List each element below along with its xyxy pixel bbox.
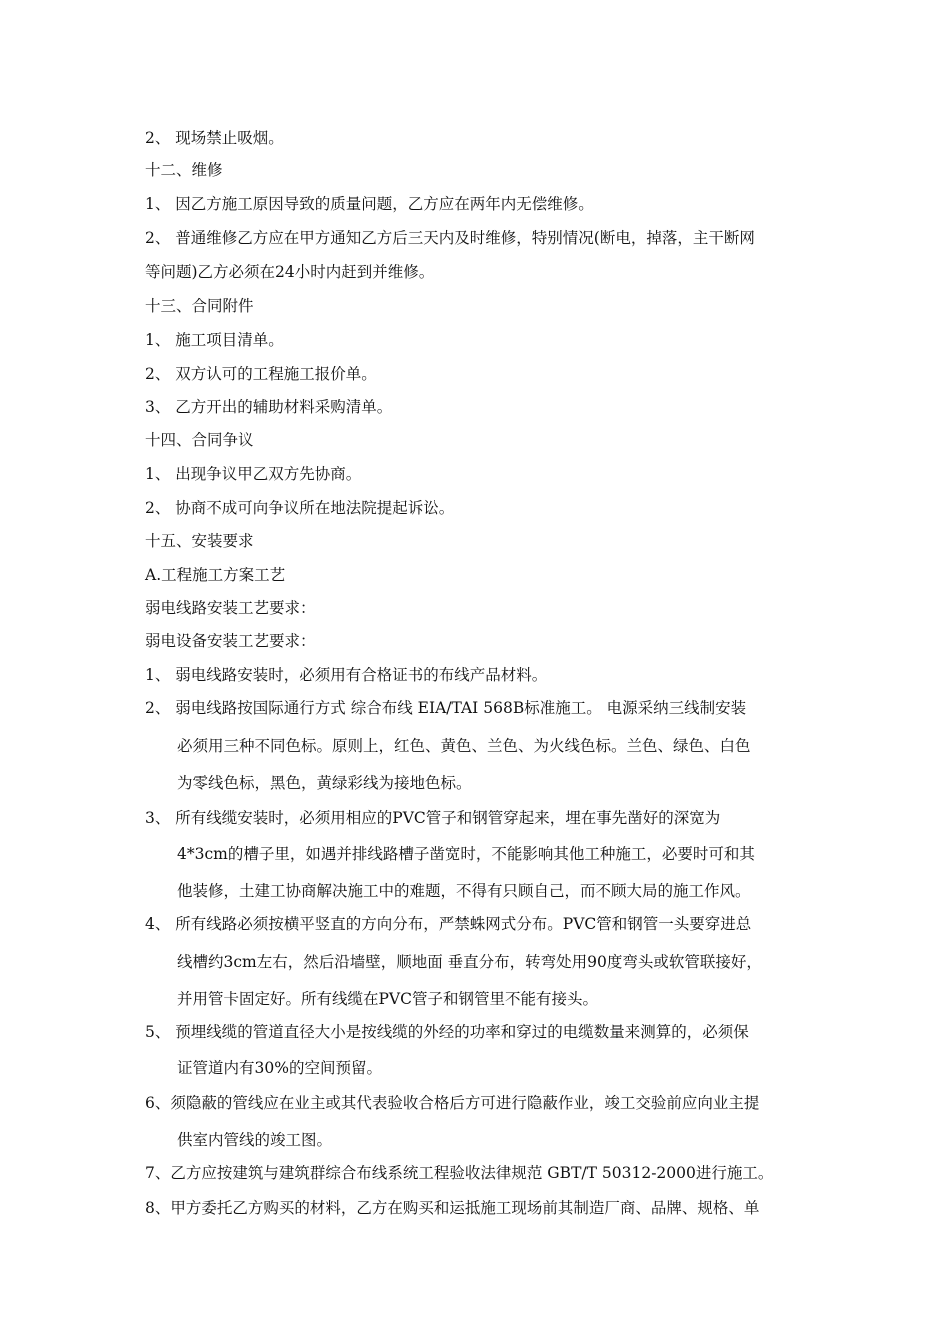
subsection-heading: A.工程施工方案工艺 xyxy=(145,566,286,584)
text-line: 4、 所有线路必须按横平竖直的方向分布，严禁蛛网式分布。PVC管和钢管一头要穿进总 xyxy=(145,915,752,933)
text-line: 5、 预埋线缆的管道直径大小是按线缆的外经的功率和穿过的电缆数量来测算的，必须保 xyxy=(145,1023,749,1041)
text-line: 弱电设备安装工艺要求： xyxy=(145,632,316,650)
text-line: 7、乙方应按建筑与建筑群综合布线系统工程验收法律规范 GBT/T 50312-2000进行施工。 xyxy=(145,1164,774,1182)
section-heading: 十四、合同争议 xyxy=(145,431,254,449)
text-line: 并用管卡固定好。所有线缆在PVC管子和钢管里不能有接头。 xyxy=(177,990,598,1008)
text-line: 2、 双方认可的工程施工报价单。 xyxy=(145,365,377,383)
text-line: 线槽约3cm左右，然后沿墙壁，顺地面 垂直分布，转弯处用90度弯头或软管联接好， xyxy=(177,953,762,971)
text-line: 3、 乙方开出的辅助材料采购清单。 xyxy=(145,398,393,416)
text-line: 1、 施工项目清单。 xyxy=(145,331,284,349)
text-line: 1、 弱电线路安装时，必须用有合格证书的布线产品材料。 xyxy=(145,666,548,684)
text-line: 为零线色标，黑色，黄绿彩线为接地色标。 xyxy=(177,774,472,792)
text-line: 必须用三种不同色标。原则上，红色、黄色、兰色、为火线色标。兰色、绿色、白色 xyxy=(177,737,751,755)
text-line: 1、 出现争议甲乙双方先协商。 xyxy=(145,465,362,483)
text-line: 2、 协商不成可向争议所在地法院提起诉讼。 xyxy=(145,499,455,517)
text-line: 他装修，土建工协商解决施工中的难题，不得有只顾自己，而不顾大局的施工作风。 xyxy=(177,882,751,900)
text-line: 2、 普通维修乙方应在甲方通知乙方后三天内及时维修，特别情况(断电，掉落，主干断网 xyxy=(145,229,755,247)
section-heading: 十五、安装要求 xyxy=(145,532,254,550)
text-line: 弱电线路安装工艺要求： xyxy=(145,599,316,617)
section-heading: 十三、合同附件 xyxy=(145,297,254,315)
text-line: 供室内管线的竣工图。 xyxy=(177,1131,333,1149)
text-line: 8、甲方委托乙方购买的材料，乙方在购买和运抵施工现场前其制造厂商、品牌、规格、单 xyxy=(145,1199,760,1217)
text-line: 等问题)乙方必须在24小时内赶到并维修。 xyxy=(145,263,435,281)
text-line: 4*3cm的槽子里，如遇并排线路槽子凿宽时，不能影响其他工种施工，必要时可和其 xyxy=(177,845,755,863)
text-line: 3、 所有线缆安装时，必须用相应的PVC管子和钢管穿起来，埋在事先凿好的深宽为 xyxy=(145,809,721,827)
text-line: 证管道内有30%的空间预留。 xyxy=(177,1059,382,1077)
text-line: 1、 因乙方施工原因导致的质量问题，乙方应在两年内无偿维修。 xyxy=(145,195,594,213)
text-line: 2、 弱电线路按国际通行方式 综合布线 EIA/TAI 568B标准施工。 电源采纳三线制安装 xyxy=(145,699,747,717)
section-heading: 十二、维修 xyxy=(145,161,223,179)
text-line: 6、须隐蔽的管线应在业主或其代表验收合格后方可进行隐蔽作业，竣工交验前应向业主提 xyxy=(145,1094,760,1112)
text-line: 2、 现场禁止吸烟。 xyxy=(145,129,284,147)
